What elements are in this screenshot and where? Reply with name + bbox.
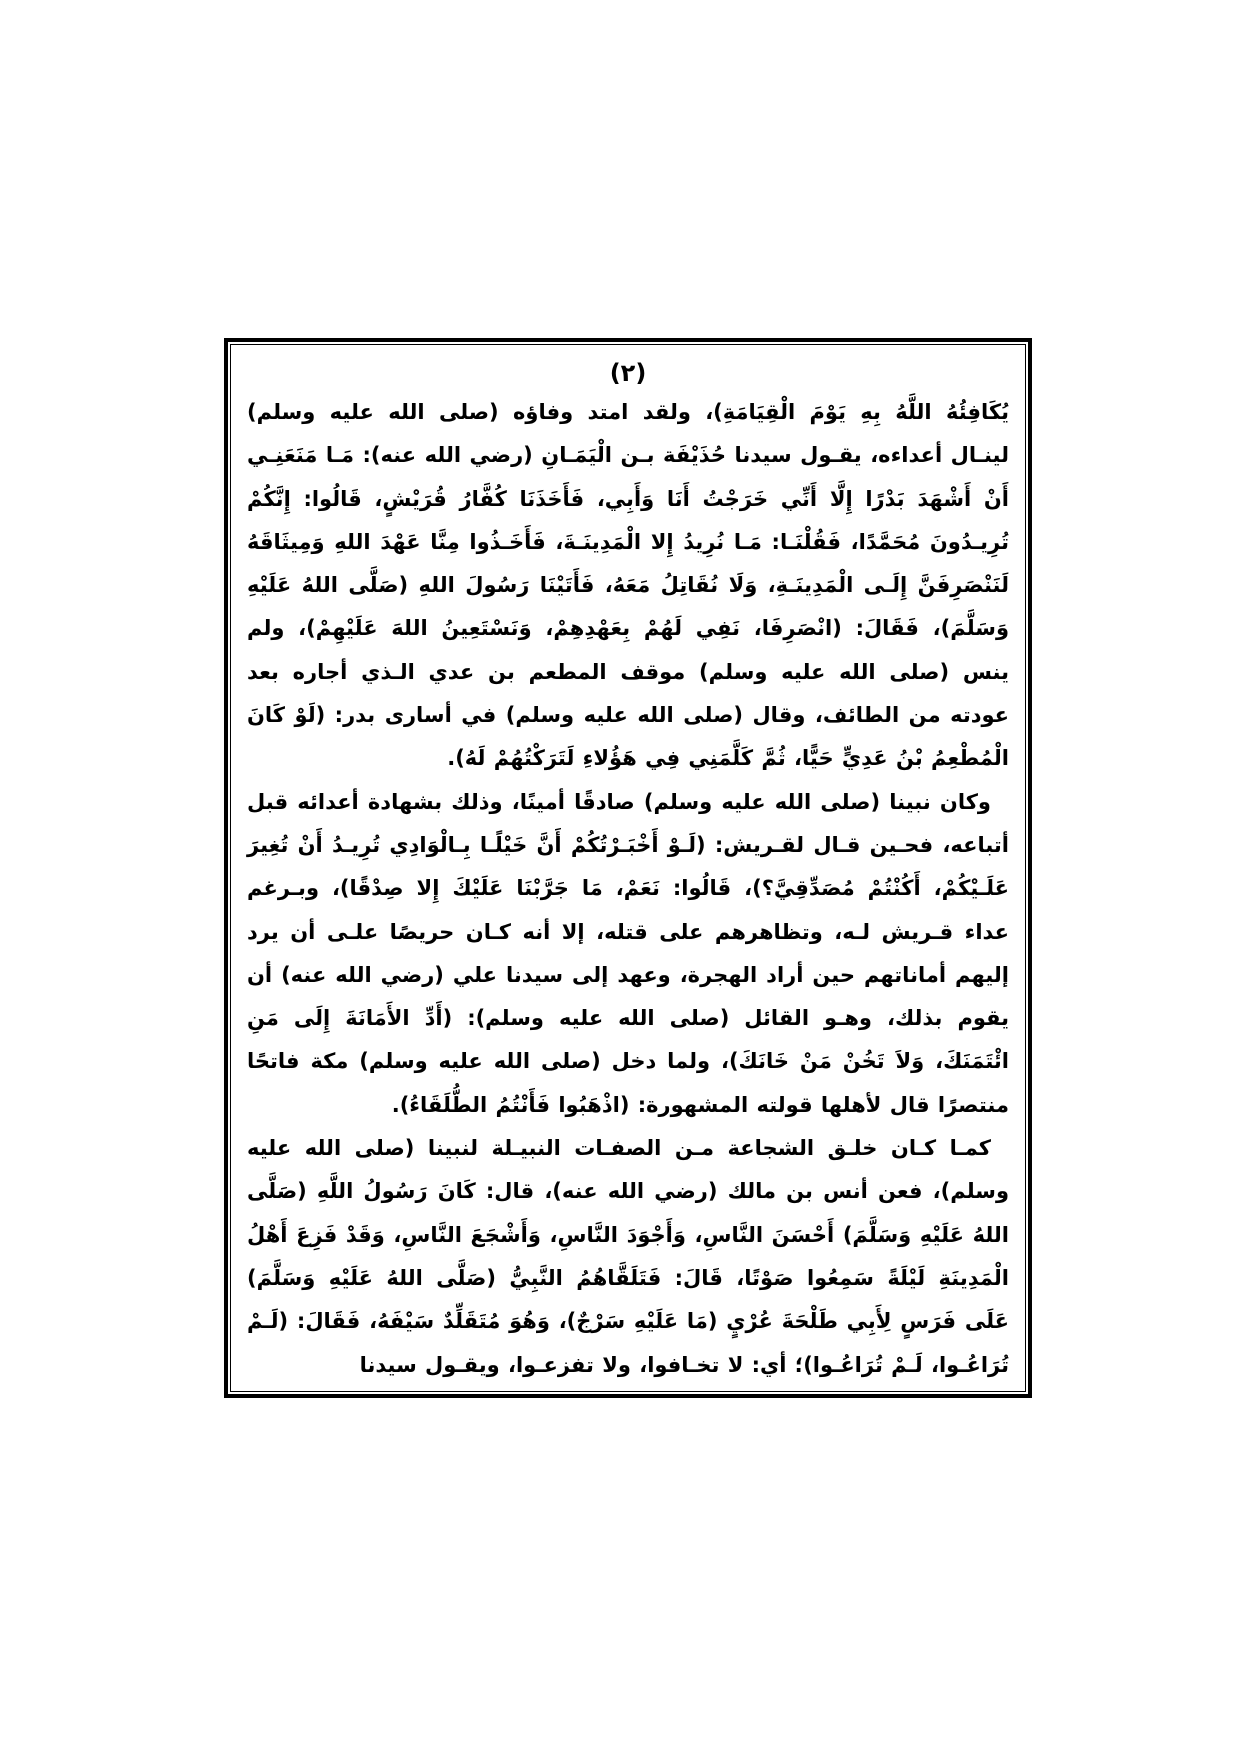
- paragraph-2: وكان نبينا (صلى الله عليه وسلم) صادقًا أمينًا، وذلك بشهادة أعدائه قبل أتباعه، فحـين قـال لقـريش: (لَـوْ أَخْبَـرْتُكُمْ أَنَّ خَيْلًـا بِـالْوَادِي تُرِيـدُ أَنْ تُغِيرَ عَلَـيْكُمْ، أَكُنْتُمْ مُصَدِّقِيَّ؟)، قَالُوا: نَعَمْ، مَا جَرَّبْنَا عَلَيْكَ إِلا صِدْقًا)، وبـرغم عداء قـريش لـه، وتظاهرهم على قتله، إلا أنه كـان حريصًا علـى أن يرد إليهم أماناتهم حين أراد الهجرة، وعهد إلى سيدنا علي (رضي الله عنه) أن يقوم بذلك، وهـو القائل (صلى الله عليه وسلم): (أَدِّ الأَمَانَةَ إِلَى مَنِ ائْتَمَنَكَ، وَلاَ تَخُنْ مَنْ خَانَكَ)، ولما دخل (صلى الله عليه وسلم) مكة فاتحًا منتصرًا قال لأهلها قولته المشهورة: (اذْهَبُوا فَأَنْتُمُ الطُّلَقَاءُ).: [247, 789, 1009, 1117]
- paragraph-1: يُكَافِئُهُ اللَّهُ بِهِ يَوْمَ الْقِيَامَةِ)، ولقد امتد وفاؤه (صلى الله عليه وسلم) لينـال أعداءه، يقـول سيدنا حُذَيْفَة بـن الْيَمَـانِ (رضي الله عنه): مَـا مَنَعَنِـي أَنْ أَشْهَدَ بَدْرًا إِلَّا أَنِّي خَرَجْتُ أَنَا وَأَبِي، فَأَخَذَنَا كُفَّارُ قُرَيْشٍ، قَالُوا: إِنَّكُمْ تُرِيـدُونَ مُحَمَّدًا، فَقُلْنَـا: مَـا نُرِيدُ إِلا الْمَدِينَـةَ، فَأَخَـذُوا مِنَّا عَهْدَ اللهِ وَمِيثَاقَهُ لَنَنْصَرِفَنَّ إِلَـى الْمَدِينَـةِ، وَلَا نُقَاتِلُ مَعَهُ، فَأَتَيْنَا رَسُولَ اللهِ (صَلَّى اللهُ عَلَيْهِ وَسَلَّمَ)، فَقَالَ: (انْصَرِفَا، نَفِي لَهُمْ بِعَهْدِهِمْ، وَنَسْتَعِينُ اللهَ عَلَيْهِمْ)، ولم ينس (صلى الله عليه وسلم) موقف المطعم بن عدي الـذي أجاره بعد عودته من الطائف، وقال (صلى الله عليه وسلم) في أسارى بدر: (لَوْ كَانَ الْمُطْعِمُ بْنُ عَدِيٍّ حَيًّا، ثُمَّ كَلَّمَنِي فِي هَؤُلاءِ لَتَرَكْتُهُمْ لَهُ).: [247, 400, 1009, 771]
- paragraph-3: كمـا كـان خلـق الشجاعة مـن الصفـات النبيـلة لنبينا (صلى الله عليه وسلم)، فعن أنس بن مالك (رضي الله عنه)، قال: كَانَ رَسُولُ اللَّهِ (صَلَّى اللهُ عَلَيْهِ وَسَلَّمَ) أَحْسَنَ النَّاسِ، وَأَجْوَدَ النَّاسِ، وَأَشْجَعَ النَّاسِ، وَقَدْ فَزِعَ أَهْلُ الْمَدِينَةِ لَيْلَةً سَمِعُوا صَوْتًا، قَالَ: فَتَلَقَّاهُمُ النَّبِيُّ (صَلَّى اللهُ عَلَيْهِ وَسَلَّمَ) عَلَى فَرَسٍ لِأَبِي طَلْحَةَ عُرْيٍ (مَا عَلَيْهِ سَرْجٌ)، وَهُوَ مُتَقَلِّدٌ سَيْفَهُ، فَقَالَ: (لَـمْ تُرَاعُـوا، لَـمْ تُرَاعُـوا)؛ أي: لا تخـافوا، ولا تفزعـوا، ويقـول سيدنا: [247, 1136, 1009, 1377]
- page-number: (٢): [609, 359, 647, 387]
- page-border-inner: [230, 344, 1026, 1392]
